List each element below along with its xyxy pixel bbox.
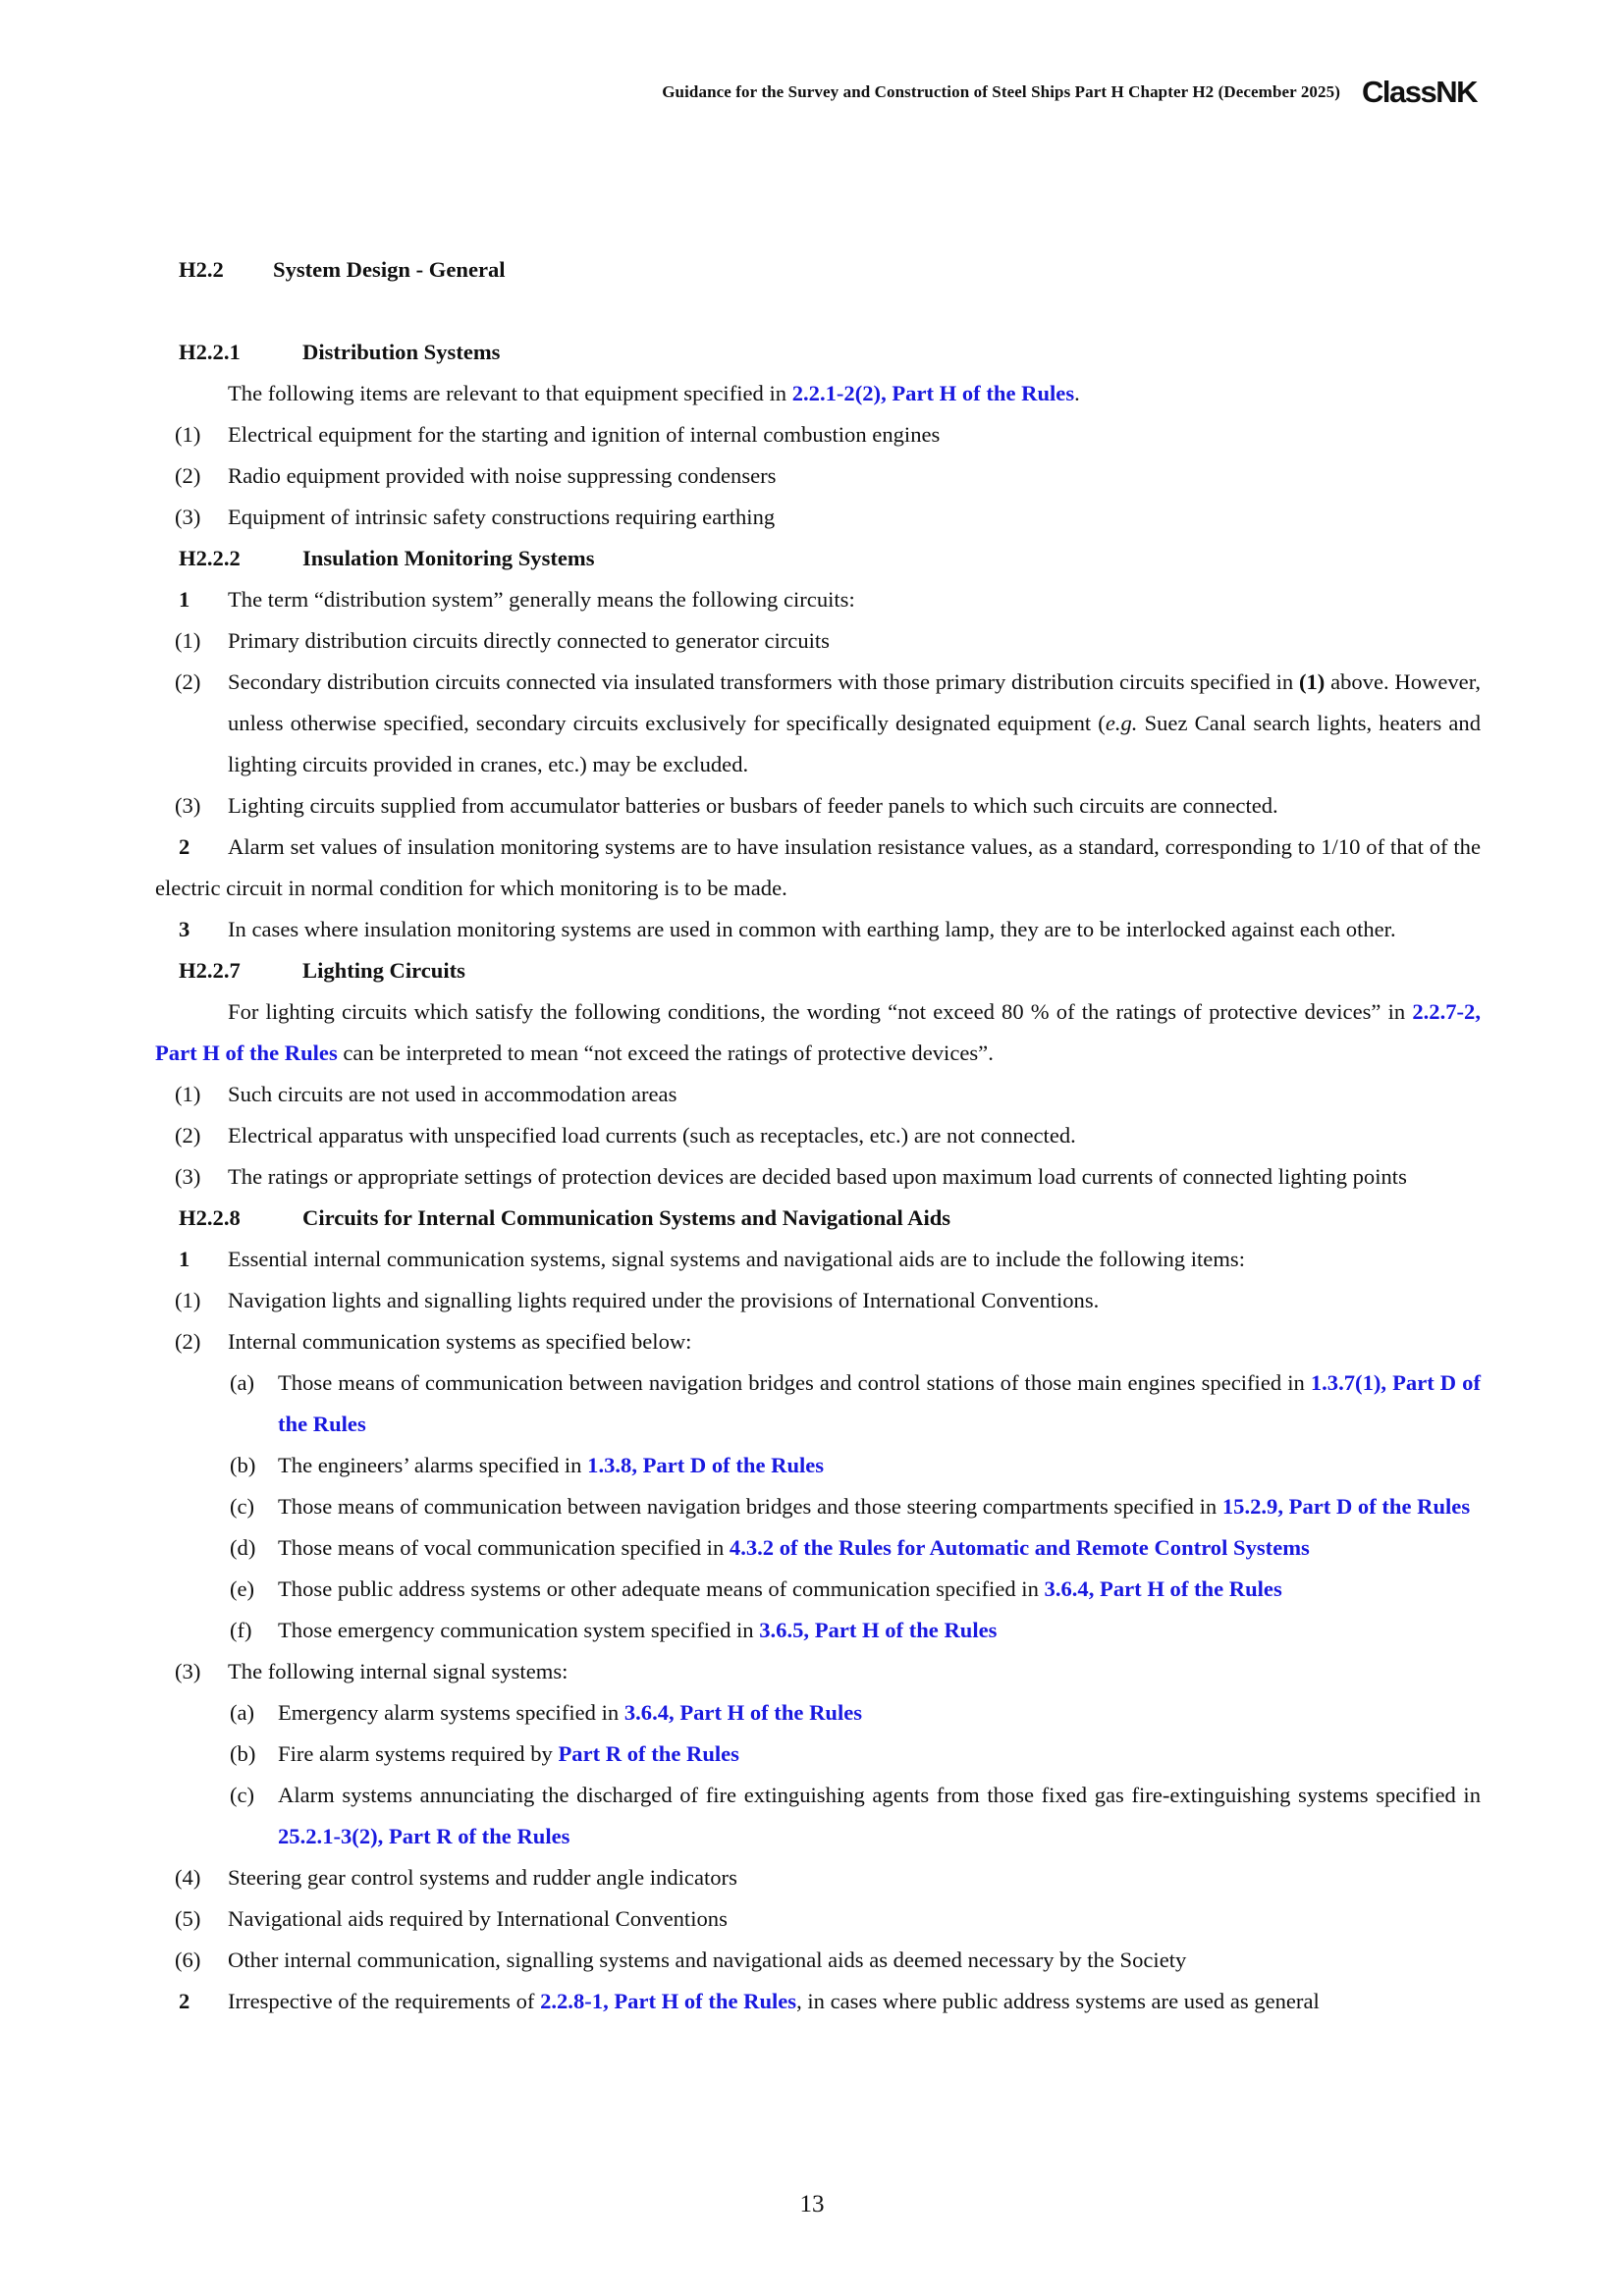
item-label: (3) [175,1164,201,1189]
sub-item-label: (c) [230,1494,255,1519]
item-label: (1) [175,628,201,653]
list-item [155,1321,1481,1362]
list-item [155,1898,1481,1940]
item-text: Other internal communication, signalling systems and navigational aids as deemed necessary by the Society [228,1948,1187,1972]
item-text: Suez Canal search lights, heaters and lighting circuits provided in cranes, etc.) may be excluded. [228,711,1482,776]
paragraph-number: 2 [179,834,190,859]
sub-list-item [155,1486,1481,1527]
intro-text-end: can be interpreted to mean “not exceed the ratings of protective devices”. [337,1041,994,1065]
sub-list-item [155,1569,1481,1610]
paragraph-number: 2 [179,1989,190,2013]
paragraph-number: 1 [179,587,190,612]
item-label: (2) [175,1123,201,1148]
item-text: Lighting circuits supplied from accumulator batteries or busbars of feeder panels to which such circuits are connected. [228,793,1278,818]
item-label: (1) [175,1082,201,1106]
list-item [155,662,1481,785]
sub-list-item [155,1362,1481,1445]
numbered-paragraph [155,827,1481,909]
page-header [662,77,1477,107]
sub-item-text: Those means of communication between navigation bridges and those steering compartments specified in [278,1494,1222,1519]
rule-reference-link[interactable]: 3.6.4, Part H of the Rules [623,1700,863,1725]
sub-item-label: (a) [230,1370,255,1395]
sub-list-item [155,1445,1481,1486]
sub-item-text: Fire alarm systems required by [278,1741,559,1766]
item-ref-bold: (1) [1298,669,1326,694]
sub-item-label: (f) [230,1618,252,1642]
list-item [155,455,1481,497]
list-item [155,1156,1481,1198]
rule-reference-link[interactable]: 3.6.5, Part H of the Rules [759,1618,998,1642]
list-item [155,1074,1481,1115]
item-text: Steering gear control systems and rudder angle indicators [228,1865,737,1890]
sub-list-item [155,1692,1481,1734]
h221-intro [155,373,1481,414]
list-item [155,414,1481,455]
item-label: (4) [175,1865,201,1890]
item-text: Equipment of intrinsic safety constructions requiring earthing [228,505,776,529]
item-text: The ratings or appropriate settings of protection devices are decided based upon maximum load currents of connected lighting points [228,1164,1407,1189]
sub-item-label: (d) [230,1535,256,1560]
subsection-number: H2.2.8 [179,1205,241,1230]
rule-reference-link[interactable]: Part R of the Rules [558,1741,739,1766]
rule-reference-link[interactable]: 3.6.4, Part H of the Rules [1044,1576,1282,1601]
subsection-title: Insulation Monitoring Systems [302,546,595,570]
classnk-logo: ClassNK [1362,75,1477,109]
sub-list-item [155,1527,1481,1569]
item-text: The following internal signal systems: [228,1659,568,1683]
sub-item-label: (c) [230,1783,255,1807]
rule-reference-link[interactable]: 25.2.1-3(2), Part R of the Rules [278,1824,570,1848]
list-item [155,1857,1481,1898]
sub-item-label: (b) [230,1453,256,1477]
intro-text: The following items are relevant to that equipment specified in [228,381,792,405]
rule-reference-link[interactable]: 2.2.7-2, Part H of the Rules [155,999,1481,1065]
intro-text-end: . [1074,381,1080,405]
section-title: System Design - General [273,257,506,282]
paragraph-number: 3 [179,917,190,941]
sub-list-item [155,1734,1481,1775]
sub-item-text: Those means of vocal communication specified in [278,1535,730,1560]
list-item [155,1651,1481,1692]
item-label: (2) [175,669,201,694]
subsection-number: H2.2.7 [179,958,241,983]
subsection-heading-h228 [155,1198,1481,1239]
item-text: Navigational aids required by International Conventions [228,1906,728,1931]
sub-list-item [155,1775,1481,1857]
item-label: (1) [175,1288,201,1312]
paragraph-text: In cases where insulation monitoring systems are used in common with earthing lamp, they are to be interlocked against each other. [228,917,1396,941]
subsection-title: Circuits for Internal Communication Systems and Navigational Aids [302,1205,951,1230]
paragraph-text-end: , in cases where public address systems are used as general [796,1989,1320,2013]
list-item [155,1940,1481,1981]
item-text: Electrical equipment for the starting and ignition of internal combustion engines [228,422,941,447]
subsection-heading-h222 [155,538,1481,579]
sub-item-label: (b) [230,1741,256,1766]
section-number: H2.2 [179,257,224,282]
sub-item-label: (e) [230,1576,255,1601]
rule-reference-link[interactable]: 2.2.8-1, Part H of the Rules [540,1989,797,2013]
item-text: Primary distribution circuits directly connected to generator circuits [228,628,830,653]
numbered-paragraph [155,909,1481,950]
sub-item-text: Those public address systems or other adequate means of communication specified in [278,1576,1045,1601]
header-title: Guidance for the Survey and Construction of Steel Ships Part H Chapter H2 (December 2025) [662,81,1340,101]
item-text: Electrical apparatus with unspecified load currents (such as receptacles, etc.) are not connected. [228,1123,1076,1148]
item-label: (2) [175,1329,201,1354]
sub-item-text: Those emergency communication system specified in [278,1618,760,1642]
sub-item-text: Emergency alarm systems specified in [278,1700,624,1725]
paragraph-text: Alarm set values of insulation monitoring systems are to have insulation resistance values, as a standard, corresponding to 1/10 of that of the electric circuit in normal condition for which monitoring is to be made. [155,834,1481,900]
item-text: Navigation lights and signalling lights required under the provisions of International Conventions. [228,1288,1100,1312]
item-text: Secondary distribution circuits connected via insulated transformers with those primary distribution circuits specified in [228,669,1299,694]
page-content [155,249,1481,2022]
numbered-paragraph [155,579,1481,620]
rule-reference-link[interactable]: 1.3.7(1), Part D of the Rules [278,1370,1481,1436]
item-text: Such circuits are not used in accommodation areas [228,1082,677,1106]
intro-text: For lighting circuits which satisfy the following conditions, the wording “not exceed 80 % of the ratings of protective devices” in [228,999,1413,1024]
subsection-title: Lighting Circuits [302,958,465,983]
paragraph-number: 1 [179,1247,190,1271]
paragraph-text: Irrespective of the requirements of [228,1989,541,2013]
list-item [155,785,1481,827]
subsection-number: H2.2.1 [179,340,241,364]
item-text: above. However, unless otherwise specified, secondary circuits exclusively for specifically designated equipment ( [228,669,1481,735]
subsection-heading-h227 [155,950,1481,991]
item-label: (5) [175,1906,201,1931]
item-label: (2) [175,463,201,488]
list-item [155,497,1481,538]
rule-reference-link[interactable]: 2.2.1-2(2), Part H of the Rules [791,381,1075,405]
item-text: Radio equipment provided with noise suppressing condensers [228,463,777,488]
rule-reference-link[interactable]: 1.3.8, Part D of the Rules [587,1453,825,1477]
sub-item-text: The engineers’ alarms specified in [278,1453,588,1477]
subsection-heading-h221 [155,332,1481,373]
item-label: (6) [175,1948,201,1972]
sub-list-item [155,1610,1481,1651]
h227-intro [155,991,1481,1074]
numbered-paragraph [155,1239,1481,1280]
rule-reference-link[interactable]: 15.2.9, Part D of the Rules [1221,1494,1471,1519]
item-label: (3) [175,1659,201,1683]
paragraph-text: The term “distribution system” generally means the following circuits: [228,587,855,612]
page-number: 13 [799,2191,825,2217]
sub-item-text: Those means of communication between navigation bridges and control stations of those main engines specified in [278,1370,1311,1395]
section-heading [155,249,1481,291]
paragraph-text: Essential internal communication systems, signal systems and navigational aids are to include the following items: [228,1247,1245,1271]
item-label: (3) [175,793,201,818]
sub-item-text: Alarm systems annunciating the discharged of fire extinguishing agents from those fixed gas fire-extinguishing systems specified in [278,1783,1481,1807]
list-item [155,1115,1481,1156]
item-text: Internal communication systems as specified below: [228,1329,692,1354]
item-text-italic: e.g. [1105,711,1138,735]
item-label: (3) [175,505,201,529]
rule-reference-link[interactable]: 4.3.2 of the Rules for Automatic and Remote Control Systems [729,1535,1310,1560]
numbered-paragraph [155,1981,1481,2022]
list-item [155,620,1481,662]
list-item [155,1280,1481,1321]
item-label: (1) [175,422,201,447]
subsection-title: Distribution Systems [302,340,501,364]
subsection-number: H2.2.2 [179,546,241,570]
sub-item-label: (a) [230,1700,255,1725]
